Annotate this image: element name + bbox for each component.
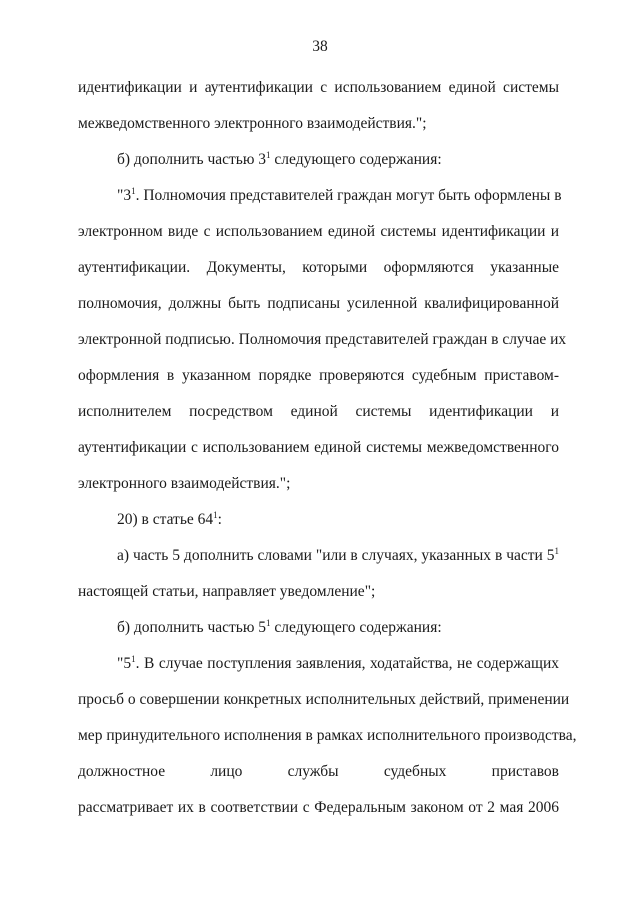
text-line: полномочия, должны быть подписаны усиленной квалифицированной <box>78 295 559 312</box>
superscript: 1 <box>131 186 136 196</box>
text-line: оформления в указанном порядке проверяются судебным приставом- <box>78 367 559 384</box>
text-line: б) дополнить частью $3^1$ следующего содержания: <box>117 150 442 168</box>
text-line: "$3^1$. Полномочия представителей граждан могут быть оформлены в <box>117 186 562 204</box>
text-line: 20) в статье $64^1$: <box>117 510 222 528</box>
text-line: рассматривает их в соответствии с Федеральным законом от 2 мая 2006 <box>78 799 559 816</box>
text-line: должностное лицо службы судебных приставов <box>78 763 559 780</box>
text-line: электронном виде с использованием единой системы идентификации и <box>78 223 559 240</box>
text-line: электронной подписью. Полномочия представителей граждан в случае их <box>78 331 567 348</box>
superscript: 1 <box>213 510 218 520</box>
text-line: электронного взаимодействия."; <box>78 475 291 492</box>
text-line: межведомственного электронного взаимодействия."; <box>78 115 427 132</box>
superscript: 1 <box>266 618 271 628</box>
text-line: "$5^1$. В случае поступления заявления, ходатайства, не содержащих <box>117 654 559 672</box>
text-line: исполнителем посредством единой системы идентификации и <box>78 403 559 420</box>
superscript: 1 <box>266 150 271 160</box>
text-line: а) часть 5 дополнить словами "или в случаях, указанных в части $5^1$ <box>117 546 559 564</box>
text-line: просьб о совершении конкретных исполнительных действий, применении <box>78 691 570 708</box>
text-line: настоящей статьи, направляет уведомление"; <box>78 583 376 600</box>
text-line: идентификации и аутентификации с использованием единой системы <box>78 79 559 96</box>
text-line: аутентификации. Документы, которыми оформляются указанные <box>78 259 559 276</box>
superscript: 1 <box>131 654 136 664</box>
text-line: аутентификации с использованием единой системы межведомственного <box>78 439 559 456</box>
text-line: б) дополнить частью $5^1$ следующего содержания: <box>117 618 442 636</box>
page-number: 38 <box>312 38 328 55</box>
superscript: 1 <box>554 546 559 556</box>
text-line: мер принудительного исполнения в рамках исполнительного производства, <box>78 727 577 744</box>
